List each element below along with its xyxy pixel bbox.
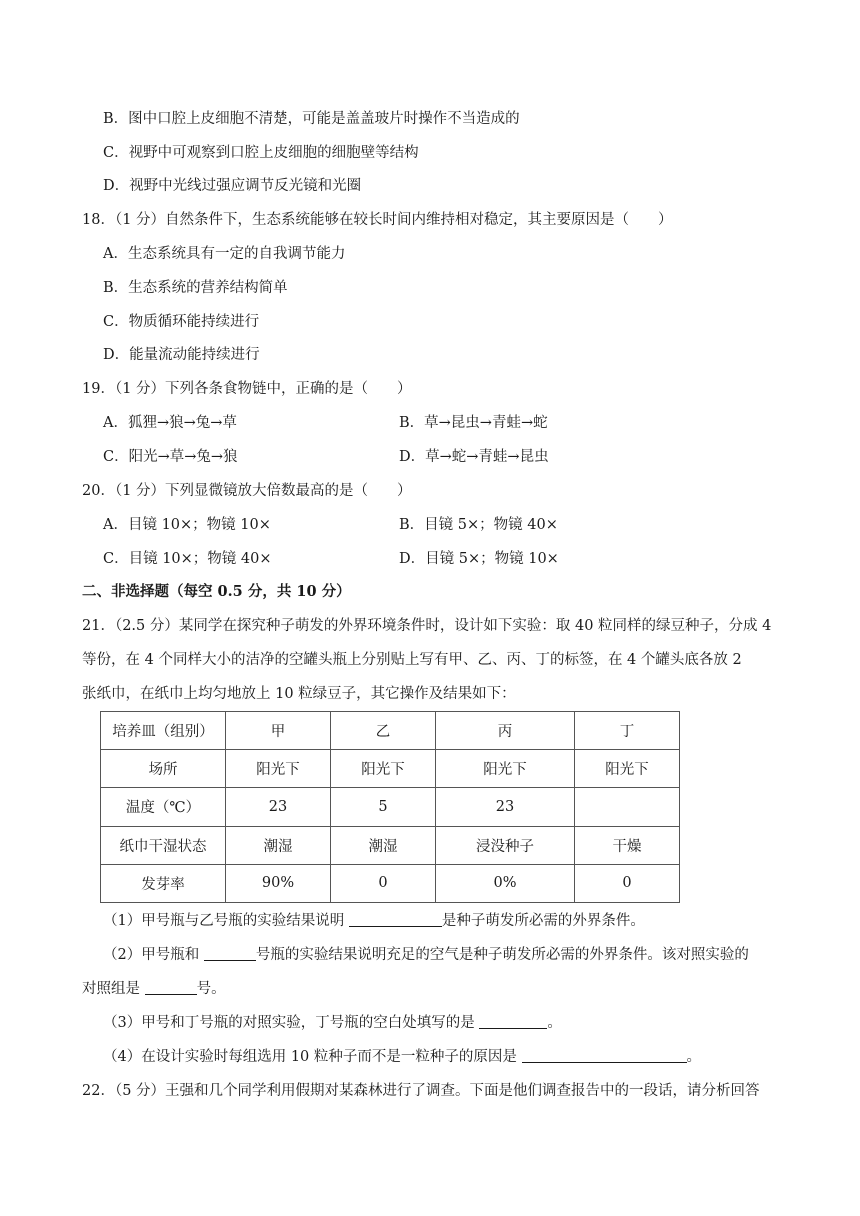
q21-sub3 — [103, 1012, 562, 1034]
table-cell: 0% — [436, 864, 575, 902]
q18-option-c: C．物质循环能持续进行 — [103, 314, 260, 330]
table-cell: 0 — [575, 864, 680, 902]
q20-option-a: A．目镜 10×；物镜 10× — [103, 517, 271, 533]
q22-stem: 22．（5 分）王强和几个同学利用假期对某森林进行了调查。下面是他们调查报告中的一段话，请分析回答 — [82, 1083, 760, 1099]
q17-option-b: B．图中口腔上皮细胞不清楚，可能是盖盖玻片时操作不当造成的 — [103, 111, 520, 127]
table-cell — [575, 788, 680, 826]
table-cell: 阳光下 — [436, 750, 575, 788]
q21-stem-line1: 21．（2.5 分）某同学在探究种子萌发的外界环境条件时，设计如下实验：取 40 粒同样的绿豆种子，分成 4 — [82, 618, 772, 634]
q21-sub2-text-end: 号瓶的实验结果说明充足的空气是种子萌发所必需的外界条件。该对照实验的 — [255, 947, 749, 963]
q19-option-d: D．草→蛇→青蛙→昆虫 — [399, 449, 549, 465]
answer-blank-1[interactable] — [349, 911, 442, 927]
answer-blank-3[interactable] — [145, 979, 197, 995]
q21-stem-line3: 张纸巾，在纸巾上均匀地放上 10 粒绿豆子，其它操作及结果如下： — [82, 686, 516, 702]
table-cell: 干燥 — [575, 826, 680, 864]
q20-option-b: B．目镜 5×；物镜 40× — [399, 517, 558, 533]
q21-sub1-text: （1）甲号瓶与乙号瓶的实验结果说明 — [103, 913, 349, 929]
table-row — [101, 864, 680, 902]
q18-option-b: B．生态系统的营养结构简单 — [103, 280, 288, 296]
q19-option-b: B．草→昆虫→青蛙→蛇 — [399, 415, 548, 431]
table-cell: 培养皿（组别） — [101, 712, 226, 750]
section-heading: 二、非选择题（每空 0.5 分，共 10 分） — [82, 583, 351, 600]
table-row — [101, 826, 680, 864]
table-cell: 温度（℃） — [101, 788, 226, 826]
q21-sub2-line2 — [82, 978, 226, 1000]
table-cell: 纸巾干湿状态 — [101, 826, 226, 864]
table-cell: 丁 — [575, 712, 680, 750]
q21-sub2-line2-end: 号。 — [196, 981, 226, 997]
table-cell: 阳光下 — [331, 750, 436, 788]
answer-blank-5[interactable] — [522, 1047, 687, 1063]
table-cell: 发芽率 — [101, 864, 226, 902]
q21-sub2-text: （2）甲号瓶和 — [103, 947, 204, 963]
table-cell: 90% — [226, 864, 331, 902]
q20-stem: 20．（1 分）下列显微镜放大倍数最高的是（ ） — [82, 483, 412, 499]
q21-sub4 — [103, 1046, 701, 1068]
answer-blank-2[interactable] — [204, 945, 256, 961]
q21-sub2 — [103, 944, 749, 966]
table-cell: 阳光下 — [226, 750, 331, 788]
q17-option-d: D．视野中光线过强应调节反光镜和光圈 — [103, 178, 362, 194]
table-cell: 乙 — [331, 712, 436, 750]
q21-sub2-line2-text: 对照组是 — [82, 981, 145, 997]
answer-blank-4[interactable] — [479, 1013, 547, 1029]
q19-option-c: C．阳光→草→兔→狼 — [103, 449, 238, 465]
q18-option-a: A．生态系统具有一定的自我调节能力 — [103, 246, 346, 262]
q21-sub1-text-end: 是种子萌发所必需的外界条件。 — [441, 913, 645, 929]
q21-stem-line2: 等份，在 4 个同样大小的洁净的空罐头瓶上分别贴上写有甲、乙、丙、丁的标签，在 4 个罐头底各放 2 — [82, 652, 742, 668]
q18-stem: 18．（1 分）自然条件下，生态系统能够在较长时间内维持相对稳定，其主要原因是（ ） — [82, 212, 673, 228]
table-cell: 23 — [436, 788, 575, 826]
table-row — [101, 750, 680, 788]
table-cell: 丙 — [436, 712, 575, 750]
q19-stem: 19．（1 分）下列各条食物链中，正确的是（ ） — [82, 381, 412, 397]
q21-sub4-text: （4）在设计实验时每组选用 10 粒种子而不是一粒种子的原因是 — [103, 1049, 522, 1065]
table-cell: 潮湿 — [226, 826, 331, 864]
table-cell: 5 — [331, 788, 436, 826]
q21-sub3-text-end: 。 — [547, 1015, 562, 1031]
table-row — [101, 788, 680, 826]
experiment-table — [100, 711, 680, 903]
table-cell: 浸没种子 — [436, 826, 575, 864]
table-cell: 23 — [226, 788, 331, 826]
table-cell: 场所 — [101, 750, 226, 788]
table-cell: 阳光下 — [575, 750, 680, 788]
table-cell: 潮湿 — [331, 826, 436, 864]
q21-sub4-text-end: 。 — [686, 1049, 702, 1065]
q20-option-d: D．目镜 5×；物镜 10× — [399, 551, 559, 567]
q17-option-c: C．视野中可观察到口腔上皮细胞的细胞壁等结构 — [103, 145, 419, 161]
q20-option-c: C．目镜 10×；物镜 40× — [103, 551, 272, 567]
table-cell: 甲 — [226, 712, 331, 750]
table-cell: 0 — [331, 864, 436, 902]
q19-option-a: A．狐狸→狼→兔→草 — [103, 415, 237, 431]
q21-sub3-text: （3）甲号和丁号瓶的对照实验，丁号瓶的空白处填写的是 — [103, 1015, 480, 1031]
q18-option-d: D．能量流动能持续进行 — [103, 347, 260, 363]
table-row — [101, 712, 680, 750]
q21-sub1 — [103, 910, 645, 932]
